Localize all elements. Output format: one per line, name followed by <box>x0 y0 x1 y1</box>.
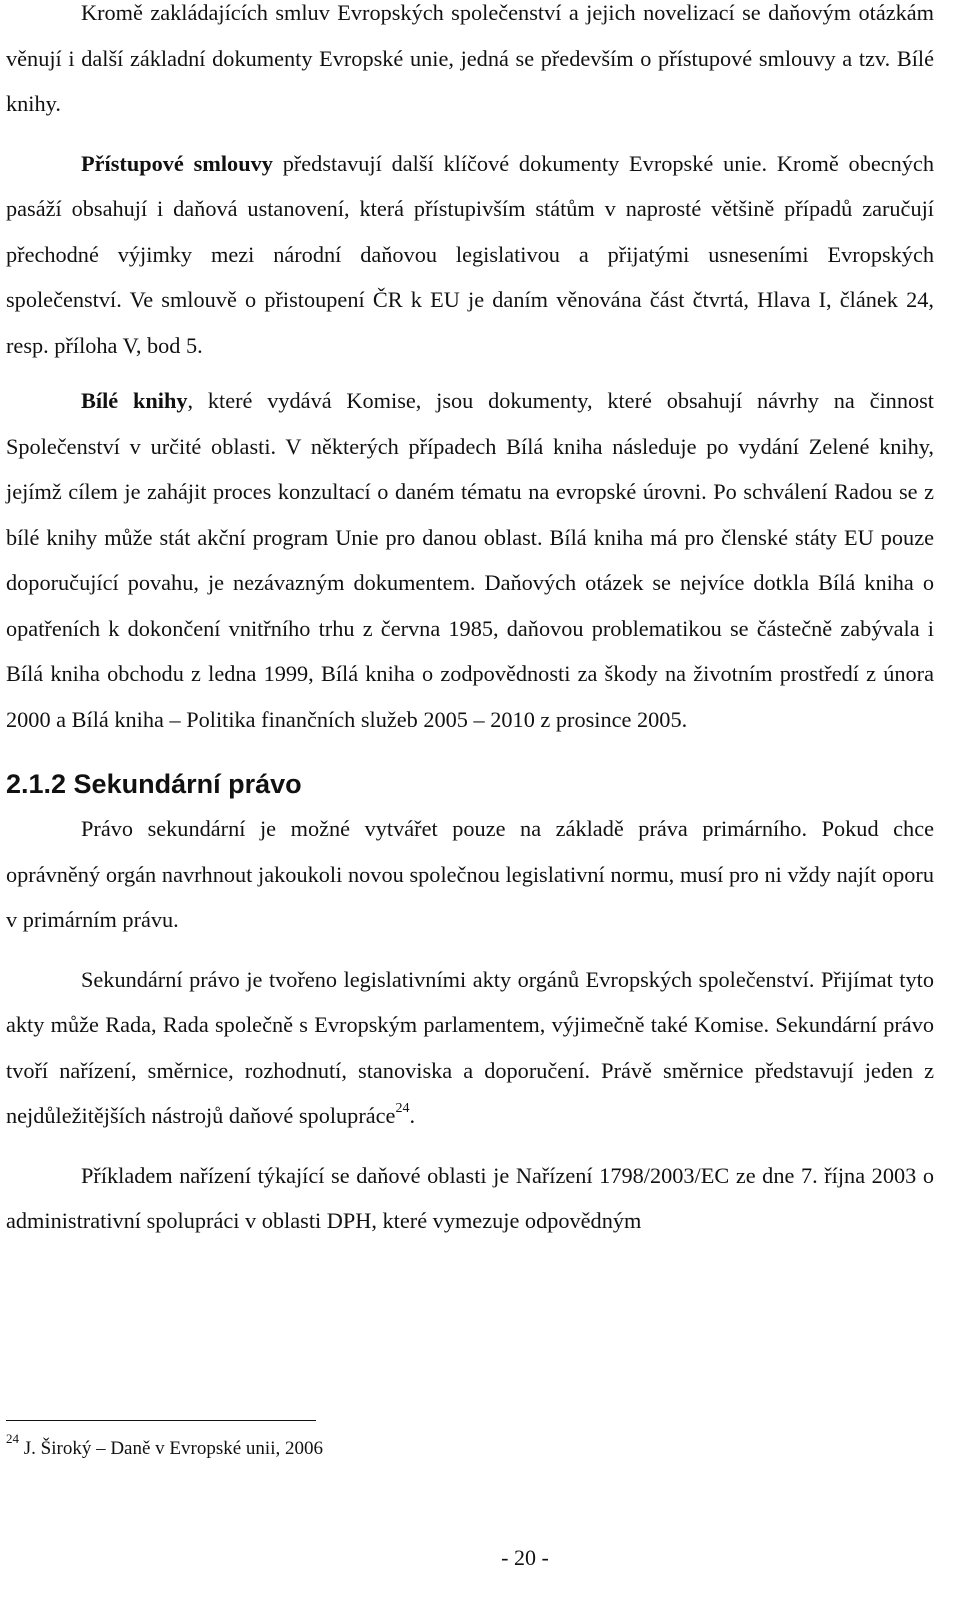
paragraph-text: představují další klíčové dokumenty Evropské unie. Kromě obecných pasáží obsahují i daňová ustanovení, která přístupivším státům v naprosté většině případů zaručují přechodné výjimky mezi národní daňovou legislativou a přijatými usneseními Evropských společenství. Ve smlouvě o přistoupení ČR k EU je daním věnována část čtvrtá, Hlava I, článek 24, resp. příloha V, bod 5. <box>6 150 934 358</box>
bold-term-white-papers: Bílé knihy <box>81 388 188 413</box>
paragraph-text: Právo sekundární je možné vytvářet pouze na základě práva primárního. Pokud chce oprávněný orgán navrhnout jakoukoli novou společnou legislativní normu, musí pro ni vždy najít oporu v primárním právu. <box>6 816 934 932</box>
footnote <box>6 1432 706 1466</box>
section-heading: 2.1.2 Sekundární právo <box>6 769 302 799</box>
paragraph-text: Sekundární právo je tvořeno legislativními akty orgánů Evropských společenství. Přijímat tyto akty může Rada, Rada společně s Evropským parlamentem, výjimečně také Komise. Sekundární právo tvoří nařízení, směrnice, rozhodnutí, stanoviska a doporučení. Právě směrnice představují jeden z nejdůležitějších nástrojů daňové spolupráce <box>6 966 934 1128</box>
paragraph-white-papers <box>6 378 934 742</box>
paragraph-founding-treaties <box>6 0 934 127</box>
footnote-separator <box>6 1420 316 1421</box>
footnote-marker: 24 <box>6 1430 19 1446</box>
paragraph-text: , které vydává Komise, jsou dokumenty, které obsahují návrhy na činnost Společenství v určité oblasti. V některých případech Bílá kniha následuje po vydání Zelené knihy, jejímž cílem je zahájit proces konzultací o daném tématu na evropské úrovni. Po schválení Radou se z bílé knihy může stát akční program Unie pro danou oblast. Bílá kniha má pro členské státy EU pouze doporučující povahu, je nezávazným dokumentem. Daňových otázek se nejvíce dotkla Bílá kniha o opatřeních k dokončení vnitřního trhu z června 1985, daňovou problematikou se částečně zabývala i Bílá kniha obchodu z ledna 1999, Bílá kniha o zodpovědnosti za škody na životním prostředí z února 2000 a Bílá kniha – Politika finančních služeb 2005 – 2010 z prosince 2005. <box>6 388 934 732</box>
paragraph-end-punctuation: . <box>409 1103 416 1128</box>
paragraph-secondary-law-acts <box>6 957 934 1139</box>
footnote-text: J. Široký – Daně v Evropské unii, 2006 <box>19 1438 323 1459</box>
paragraph-text: Příkladem nařízení týkající se daňové oblasti je Nařízení 1798/2003/EC ze dne 7. října 2003 o administrativní spolupráci v oblasti DPH, které vymezuje odpovědným <box>6 1162 934 1233</box>
paragraph-regulation-example <box>6 1153 934 1244</box>
paragraph-accession-treaties <box>6 141 934 369</box>
paragraph-text: Kromě zakládajících smluv Evropských společenství a jejich novelizací se daňovým otázkám věnují i další základní dokumenty Evropské unie, jedná se především o přístupové smlouvy a tzv. Bílé knihy. <box>6 0 934 116</box>
bold-term-accession-treaties: Přístupové smlouvy <box>81 150 273 176</box>
page-number: - 20 - <box>501 1545 549 1570</box>
footnote-reference[interactable]: 24 <box>395 1100 410 1116</box>
paragraph-secondary-law-basis <box>6 806 934 943</box>
